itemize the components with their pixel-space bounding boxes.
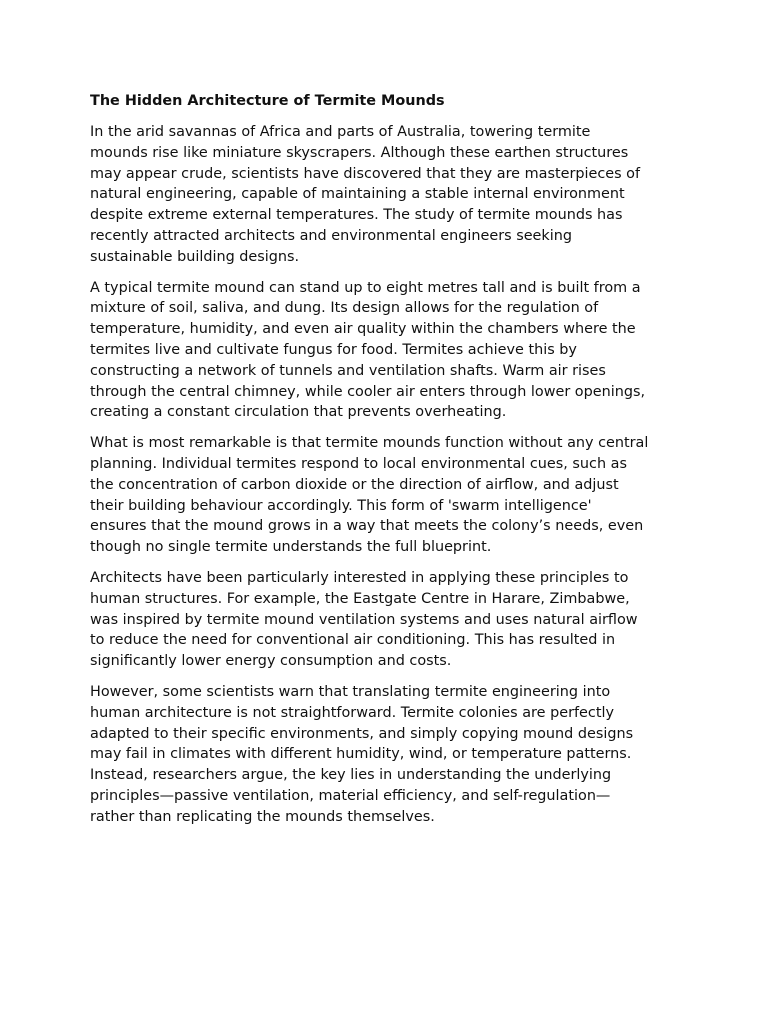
paragraph-line: through the central chimney, while cooler air enters through lower openings, (90, 383, 646, 400)
paragraph-line: mixture of soil, saliva, and dung. Its design allows for the regulation of (90, 300, 599, 317)
paragraph-line: adapted to their specific environments, and simply copying mound designs (90, 725, 634, 742)
paragraph-line: human architecture is not straightforward. Termite colonies are perfectly (90, 704, 614, 721)
paragraph-line: the concentration of carbon dioxide or the direction of airflow, and adjust (90, 476, 619, 493)
paragraph-line: In the arid savannas of Africa and parts of Australia, towering termite (90, 124, 591, 140)
paragraph-line: However, some scientists warn that translating termite engineering into (90, 683, 611, 700)
paragraph-line: their building behaviour accordingly. This form of 'swarm intelligence' (90, 497, 592, 514)
paragraph-line: despite extreme external temperatures. The study of termite mounds has (90, 207, 623, 224)
paragraph-line: sustainable building designs. (90, 248, 300, 265)
paragraph-line: recently attracted architects and environmental engineers seeking (90, 227, 573, 244)
paragraph-line: though no single termite understands the full blueprint. (90, 539, 492, 556)
paragraph-line: was inspired by termite mound ventilation systems and uses natural airflow (90, 611, 638, 628)
document-page (90, 91, 680, 838)
document-title: The Hidden Architecture of Termite Mounds (90, 93, 445, 109)
paragraph-line: to reduce the need for conventional air conditioning. This has resulted in (90, 632, 616, 649)
paragraph-line: A typical termite mound can stand up to eight metres tall and is built from a (90, 279, 641, 296)
paragraph-line: natural engineering, capable of maintaining a stable internal environment (90, 186, 625, 203)
paragraph-line: planning. Individual termites respond to local environmental cues, such as (90, 455, 627, 472)
paragraph-1 (90, 122, 680, 268)
paragraph-line: ensures that the mound grows in a way that meets the colony’s needs, even (90, 518, 644, 535)
paragraph-line: significantly lower energy consumption and costs. (90, 653, 452, 670)
paragraph-5 (90, 682, 680, 828)
paragraph-line: principles—passive ventilation, material efficiency, and self-regulation— (90, 787, 611, 804)
paragraph-line: temperature, humidity, and even air quality within the chambers where the (90, 321, 636, 338)
paragraph-4 (90, 568, 680, 672)
paragraph-line: constructing a network of tunnels and ventilation shafts. Warm air rises (90, 362, 606, 379)
paragraph-3 (90, 433, 680, 558)
paragraph-line: rather than replicating the mounds themselves. (90, 808, 435, 825)
paragraph-line: may fail in climates with different humidity, wind, or temperature patterns. (90, 746, 632, 763)
paragraph-line: termites live and cultivate fungus for food. Termites achieve this by (90, 341, 577, 358)
paragraph-line: may appear crude, scientists have discovered that they are masterpieces of (90, 165, 641, 182)
paragraph-2 (90, 278, 680, 424)
paragraph-line: What is most remarkable is that termite mounds function without any central (90, 435, 649, 452)
paragraph-line: Architects have been particularly interested in applying these principles to (90, 569, 629, 586)
paragraph-line: creating a constant circulation that prevents overheating. (90, 404, 507, 421)
paragraph-line: Instead, researchers argue, the key lies in understanding the underlying (90, 767, 612, 784)
paragraph-line: mounds rise like miniature skyscrapers. Although these earthen structures (90, 144, 629, 161)
paragraph-line: human structures. For example, the Eastgate Centre in Harare, Zimbabwe, (90, 590, 630, 607)
